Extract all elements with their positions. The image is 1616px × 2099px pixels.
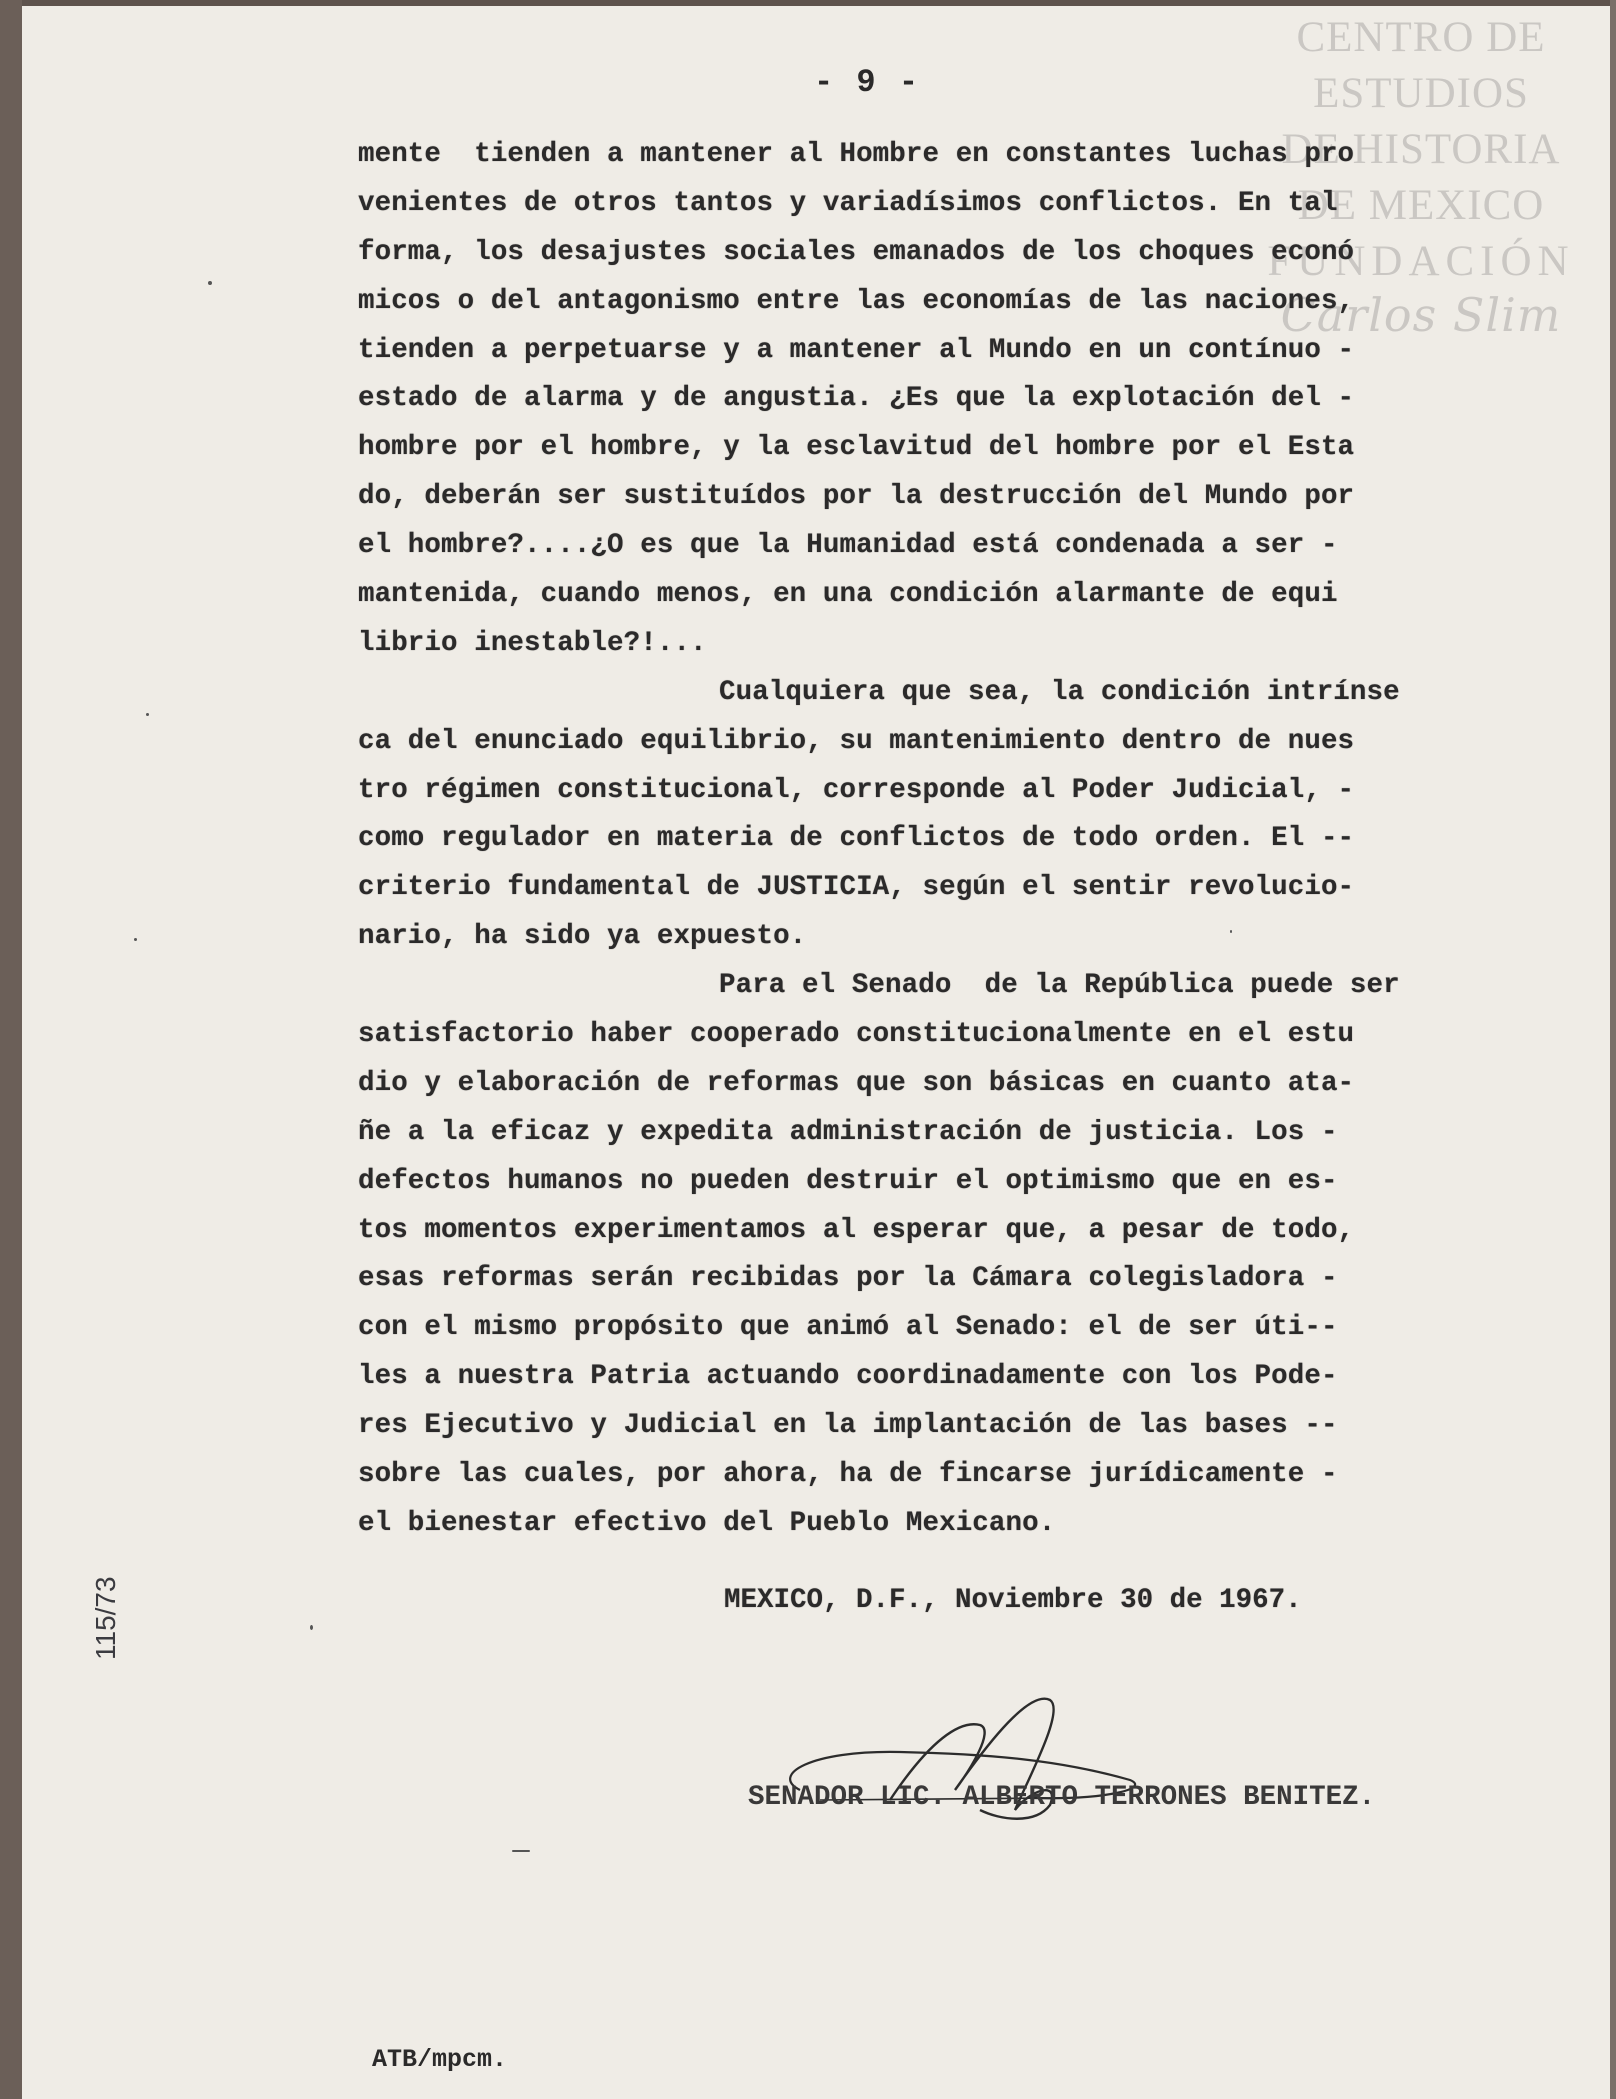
text-line: res Ejecutivo y Judicial en la implantación de las bases -- <box>358 1410 1338 1442</box>
text-line: el hombre?....¿O es que la Humanidad está condenada a ser - <box>358 530 1338 562</box>
text-line: estado de alarma y de angustia. ¿Es que la explotación del - <box>358 383 1355 415</box>
text-line: nario, ha sido ya expuesto. <box>358 921 807 953</box>
watermark-signature: Carlos Slim <box>1280 288 1562 342</box>
margin-file-number: 115/73 <box>90 1576 121 1660</box>
watermark-line: ESTUDIOS <box>1313 70 1529 117</box>
text-line: con el mismo propósito que animó al Senado: el de ser úti-- <box>358 1312 1338 1344</box>
scan-edge-top <box>0 0 1616 6</box>
scan-speck <box>512 1850 530 1852</box>
typist-initials: ATB/mpcm. <box>372 2045 508 2074</box>
watermark-line: FUNDACIÓN <box>1267 238 1575 285</box>
scan-edge-right <box>1610 0 1616 2099</box>
text-line: micos o del antagonismo entre las economías de las naciones, <box>358 285 1355 317</box>
text-line: mantenida, cuando menos, en una condición alarmante de equi <box>358 579 1338 611</box>
text-line: mente tienden a mantener al Hombre en constantes luchas pro <box>358 139 1355 170</box>
watermark-line: DE HISTORIA <box>1281 126 1561 173</box>
text-line: defectos humanos no pueden destruir el optimismo que en es- <box>358 1165 1338 1197</box>
text-line: librio inestable?!... <box>358 627 707 659</box>
text-line: dio y elaboración de reformas que son básicas en cuanto ata- <box>358 1067 1355 1099</box>
text-line: esas reformas serán recibidas por la Cámara colegisladora - <box>358 1263 1338 1295</box>
text-line: criterio fundamental de JUSTICIA, según el sentir revolucio- <box>358 872 1355 904</box>
text-line: forma, los desajustes sociales emanados de los choques econó <box>358 236 1355 268</box>
text-line: ca del enunciado equilibrio, su mantenimiento dentro de nues <box>358 725 1355 757</box>
paragraph-start-line: Cualquiera que sea, la condición intrínse <box>719 676 1400 708</box>
text-line: tienden a perpetuarse y a mantener al Mundo en un contínuo - <box>358 334 1355 366</box>
text-line: les a nuestra Patria actuando coordinadamente con los Pode- <box>358 1361 1338 1393</box>
scan-speck <box>146 713 149 716</box>
text-line: como regulador en materia de conflictos de todo orden. El -- <box>358 823 1355 855</box>
scan-speck <box>310 1625 313 1630</box>
handwritten-signature <box>730 1680 1210 1840</box>
body-text <box>358 131 1558 1549</box>
paragraph-start-line: Para el Senado de la República puede ser <box>719 970 1400 1002</box>
text-line: do, deberán ser sustituídos por la destrucción del Mundo por <box>358 481 1355 513</box>
text-line: tro régimen constitucional, corresponde al Poder Judicial, - <box>358 774 1355 806</box>
scan-edge-left <box>0 0 22 2099</box>
text-line: venientes de otros tantos y variadísimos conflictos. En tal <box>358 187 1338 219</box>
text-line: satisfactorio haber cooperado constitucionalmente en el estu <box>358 1019 1355 1051</box>
text-line: sobre las cuales, por ahora, ha de fincarse jurídicamente - <box>358 1459 1338 1491</box>
text-line: ñe a la eficaz y expedita administración de justicia. Los - <box>358 1116 1338 1148</box>
scan-speck <box>1230 930 1232 933</box>
watermark-line: DE MEXICO <box>1297 182 1545 229</box>
scan-speck <box>208 281 212 285</box>
signer-name: SENADOR LIC. ALBERTO TERRONES BENITEZ. <box>748 1782 1376 1813</box>
text-line: el bienestar efectivo del Pueblo Mexicano. <box>358 1507 1056 1539</box>
text-line: tos momentos experimentamos al esperar que, a pesar de todo, <box>358 1214 1355 1246</box>
watermark-line: CENTRO DE <box>1296 14 1546 61</box>
text-line: hombre por el hombre, y la esclavitud del hombre por el Esta <box>358 432 1355 464</box>
scan-speck <box>134 938 137 941</box>
place-and-date: MEXICO, D.F., Noviembre 30 de 1967. <box>724 1585 1302 1616</box>
page-number: - 9 - <box>814 64 921 101</box>
